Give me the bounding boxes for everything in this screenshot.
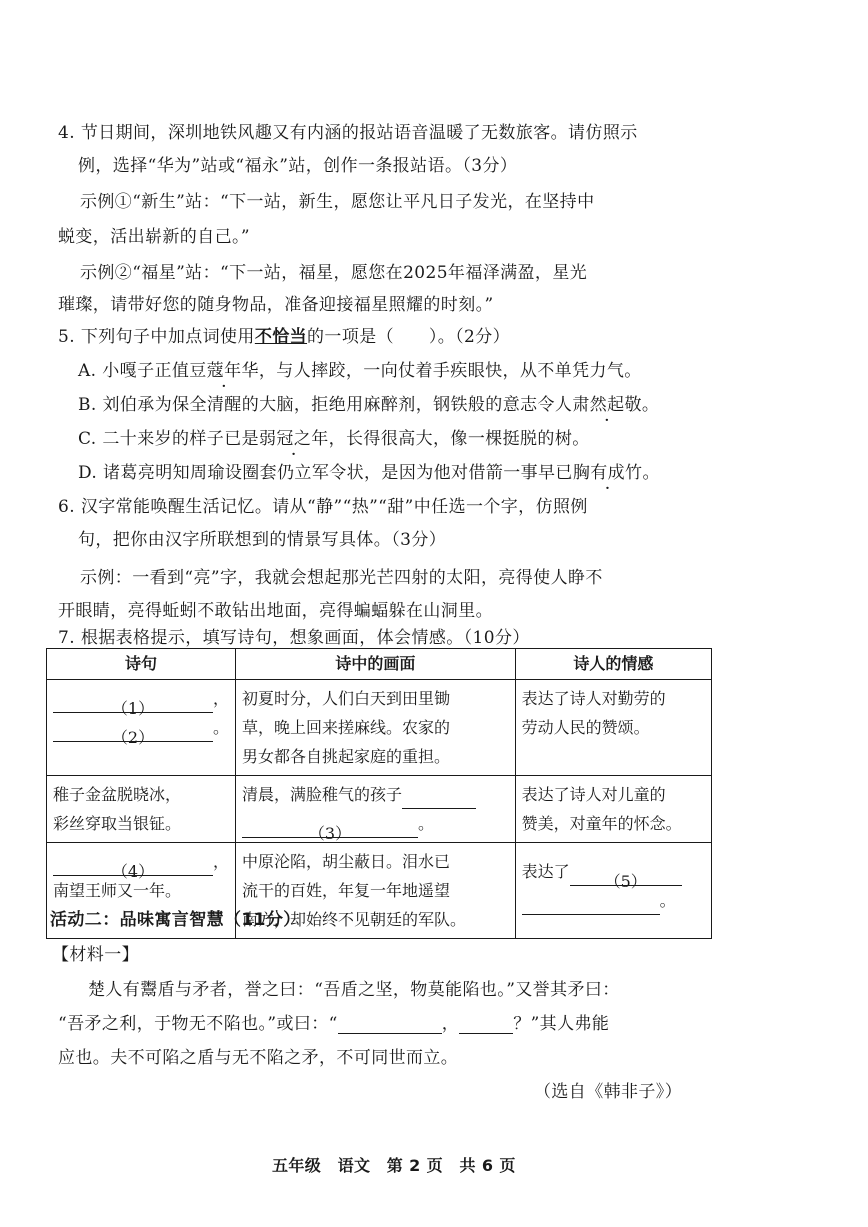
- scene-line: 南方，却始终不见朝廷的军队。: [242, 910, 467, 929]
- scene-line: 草，晚上回来搓麻线。农家的: [242, 718, 451, 737]
- header-poem: 诗句: [47, 649, 236, 680]
- emotion-line: 赞美，对童年的怀念。: [521, 814, 682, 833]
- answer-blank-2[interactable]: （2）: [53, 723, 213, 742]
- option-a-dotted-word: 豆蔻年华: [189, 361, 259, 381]
- q5-emphasis: 不恰当: [254, 327, 308, 347]
- table-row: [47, 776, 712, 843]
- material-paragraph-2: [58, 1009, 609, 1034]
- option-c-tail: ，长得很高大，像一棵挺脱的树。: [328, 429, 590, 449]
- page-footer: 五年级 语文 第 2 页 共 6 页: [272, 1156, 516, 1175]
- material-paragraph-3: 应也。夫不可陷之盾与无不陷之矛，不可同世而立。: [58, 1048, 459, 1068]
- answer-blank-1[interactable]: （1）: [53, 694, 213, 713]
- option-b-dotted-word: 肃然起敬: [572, 395, 642, 415]
- option-c-text: C. 二十来岁的样子已是: [78, 429, 260, 449]
- activity2-title: 活动二：品味寓言智慧（11分）: [50, 910, 301, 930]
- q6-line2: 句，把你由汉字所联想到的情景写具体。（3分）: [78, 530, 447, 550]
- poem-cell: [47, 776, 236, 843]
- header-scene: 诗中的画面: [236, 649, 516, 680]
- scene-cell: [236, 680, 516, 776]
- option-a-text: A. 小嘎子正值: [78, 361, 190, 381]
- q5-option-d[interactable]: [78, 458, 660, 483]
- poem-table: [46, 648, 712, 939]
- q5-stem-text: 5. 下列句子中加点词使用: [58, 327, 255, 347]
- table-row: [47, 680, 712, 776]
- option-d-text: D. 诸葛亮明知周瑜设圈套仍立军令状，是因为他对借箭一事早已: [78, 463, 573, 483]
- answer-blank-5-cont[interactable]: [522, 896, 660, 915]
- header-emotion: 诗人的情感: [515, 649, 711, 680]
- q6-example-a: 示例：一看到“亮”字，我就会想起那光芒四射的太阳，亮得使人睁不: [80, 568, 603, 588]
- option-d-dotted-word: 胸有成竹: [572, 463, 643, 483]
- answer-blank-quote-1[interactable]: [338, 1015, 442, 1034]
- emotion-cell: [515, 680, 711, 776]
- emotion-line: 表达了: [521, 862, 570, 881]
- option-c-dotted-word: 弱冠之年: [259, 429, 329, 449]
- option-a-tail: ，与人摔跤，一向仗着手疾眼快，从不单凭力气。: [258, 361, 642, 381]
- emotion-cell: [515, 776, 711, 843]
- q6-line1: 6. 汉字常能唤醒生活记忆。请从“静”“热”“甜”中任选一个字，仿照例: [58, 497, 588, 517]
- poem-cell: （4）， 南望王师又一年。: [47, 843, 236, 939]
- material-one-label: 【材料一】: [52, 945, 139, 965]
- table-header-row: [47, 649, 712, 680]
- q7-stem: 7. 根据表格提示，填写诗句，想象画面，体会情感。（10分）: [58, 628, 530, 648]
- scene-line: 男女都各自挑起家庭的重担。: [242, 747, 451, 766]
- q5-stem: [58, 322, 510, 347]
- poem-cell: （1）， （2）。: [47, 680, 236, 776]
- scene-line: 初夏时分，人们白天到田里锄: [242, 689, 451, 708]
- emotion-line: 劳动人民的赞颂。: [521, 718, 650, 737]
- option-d-tail: 。: [642, 463, 660, 483]
- scene-line: 中原沦陷，胡尘蔽日。泪水已: [242, 852, 451, 871]
- option-b-text: B. 刘伯承为保全清醒的大脑，拒绝用麻醉剂，钢铁般的意志令人: [78, 395, 573, 415]
- q4-example1-b: 蜕变，活出崭新的自己。”: [58, 227, 250, 247]
- answer-blank-quote-2[interactable]: [459, 1015, 513, 1034]
- answer-blank-4[interactable]: （4）: [53, 857, 213, 876]
- scene-line: 清晨，满脸稚气的孩子: [242, 785, 403, 804]
- paragraph-2-text: “吾矛之利，于物无不陷也。”或曰：“: [58, 1014, 338, 1034]
- q4-example2-a: 示例②“福星”站：“下一站，福星，愿您在2025年福泽满盈，星光: [80, 263, 588, 283]
- answer-blank-5[interactable]: （5）: [570, 867, 682, 886]
- q4-line1: 4. 节日期间，深圳地铁风趣又有内涵的报站语音温暖了无数旅客。请仿照示: [58, 123, 638, 143]
- answer-blank-3-lead[interactable]: [402, 790, 476, 809]
- source-citation: （选自《韩非子》）: [534, 1082, 683, 1102]
- option-b-tail: 。: [641, 395, 660, 415]
- q5-stem-tail: 的一项是（ ）。（2分）: [307, 327, 511, 347]
- q5-option-c[interactable]: [78, 424, 590, 449]
- q5-option-a[interactable]: [78, 356, 642, 381]
- q6-example-b: 开眼睛，亮得蚯蚓不敢钻出地面，亮得蝙蝠躲在山洞里。: [58, 601, 493, 621]
- emotion-cell: 表达了（5） 。: [515, 843, 711, 939]
- poem-line: 稚子金盆脱晓冰，: [53, 785, 182, 804]
- emotion-line: 表达了诗人对儿童的: [521, 785, 666, 804]
- material-paragraph-1: 楚人有鬻盾与矛者，誉之曰：“吾盾之坚，物莫能陷也。”又誉其矛曰：: [88, 980, 620, 1000]
- q5-option-b[interactable]: [78, 390, 659, 415]
- answer-blank-3[interactable]: （3）: [242, 819, 418, 838]
- poem-line: 南望王师又一年。: [53, 881, 182, 900]
- poem-line: 彩丝穿取当银钲。: [53, 814, 182, 833]
- paragraph-2-tail: ？”其人弗能: [513, 1014, 610, 1034]
- paragraph-2-comma: ，: [441, 1014, 460, 1034]
- emotion-line: 表达了诗人对勤劳的: [521, 689, 666, 708]
- scene-line: 流干的百姓，年复一年地遥望: [242, 881, 451, 900]
- q4-example1-a: 示例①“新生”站：“下一站，新生，愿您让平凡日子发光，在坚持中: [80, 192, 595, 212]
- q4-line2: 例，选择“华为”站或“福永”站，创作一条报站语。（3分）: [78, 156, 518, 176]
- scene-cell: 清晨，满脸稚气的孩子 （3）。: [236, 776, 516, 843]
- q4-example2-b: 璀璨，请带好您的随身物品，准备迎接福星照耀的时刻。”: [58, 295, 494, 315]
